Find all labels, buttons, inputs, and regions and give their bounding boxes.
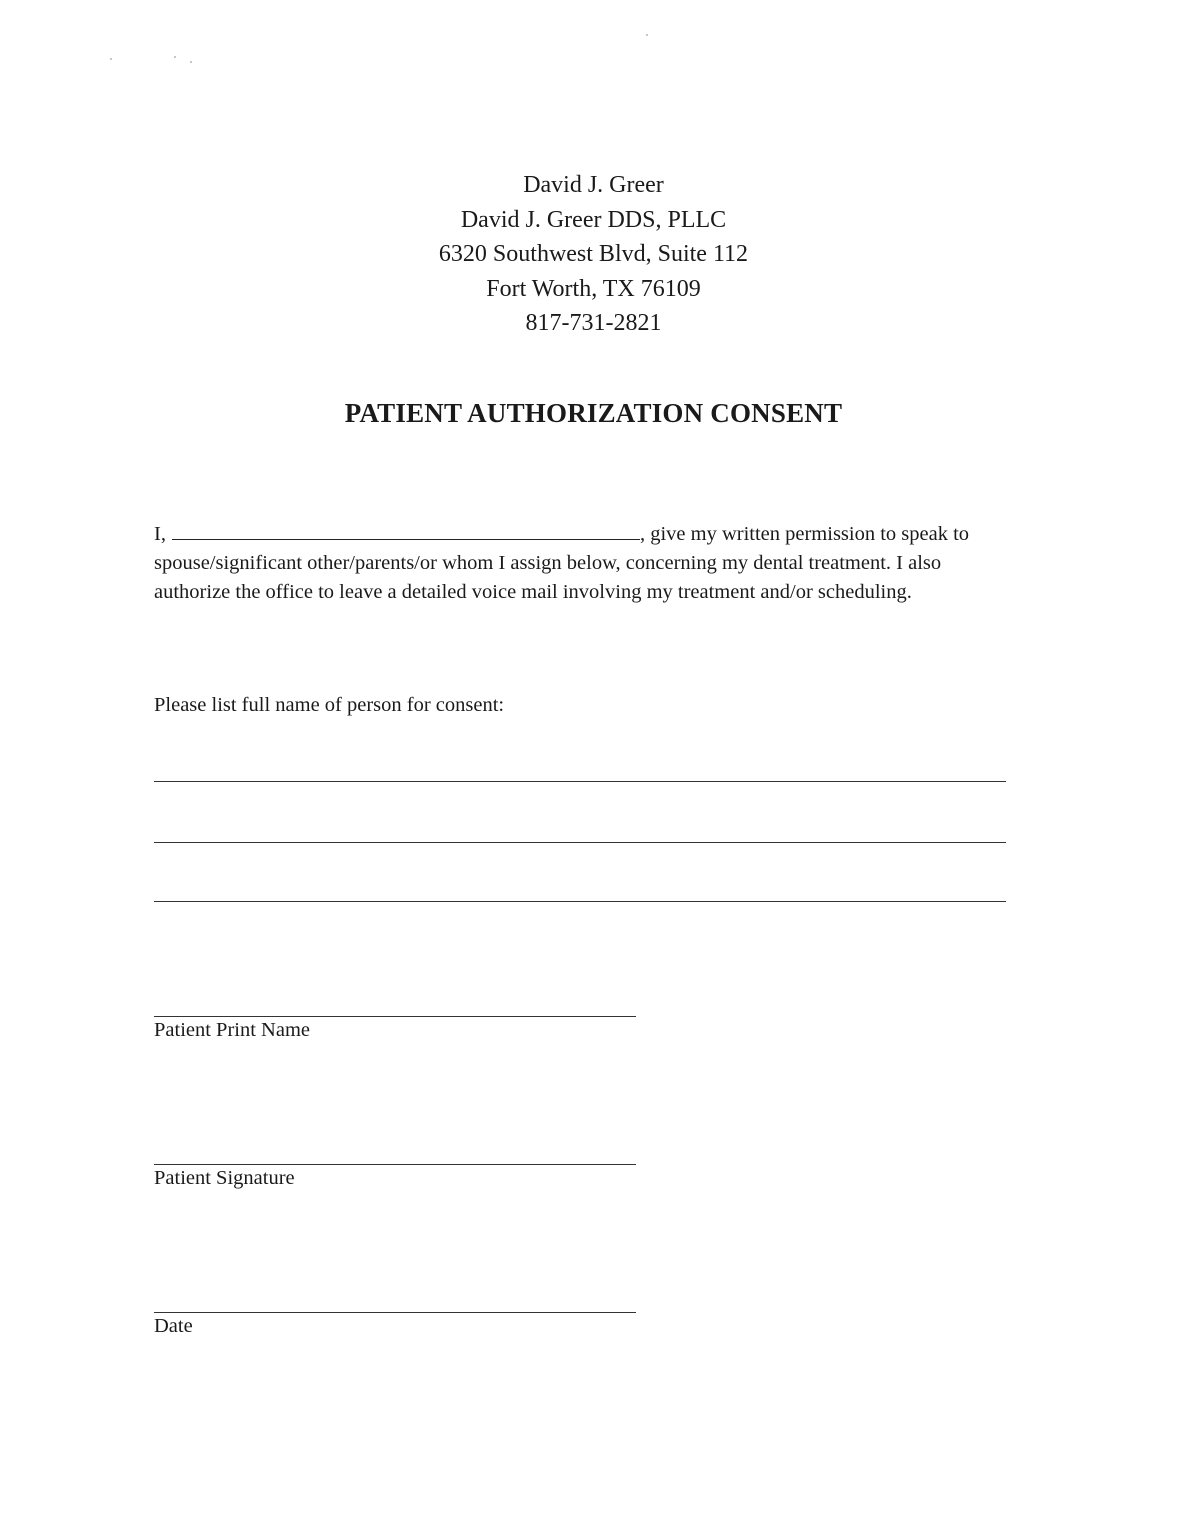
patient-print-name-line[interactable] [154,1016,636,1017]
paragraph-line-3: authorize the office to leave a detailed voice mail involving my treatment and/or scheduling. [154,581,912,603]
date-label: Date [154,1315,193,1337]
patient-signature-label: Patient Signature [154,1167,295,1189]
patient-name-blank[interactable] [172,521,640,540]
patient-signature-line[interactable] [154,1164,636,1165]
scan-speck [646,34,648,36]
phone-number: 817-731-2821 [525,310,662,336]
doctor-name: David J. Greer [523,172,664,198]
consent-person-prompt: Please list full name of person for consent: [154,694,505,716]
consent-person-line-1[interactable] [154,781,1006,782]
paragraph-prefix: I, [154,523,166,545]
form-title: PATIENT AUTHORIZATION CONSENT [344,398,843,428]
scan-speck [190,61,192,63]
scan-speck [110,58,112,60]
street-address: 6320 Southwest Blvd, Suite 112 [438,241,749,267]
practice-name: David J. Greer DDS, PLLC [460,206,727,233]
letterhead [0,168,1187,341]
paragraph-line-1-text: , give my written permission to speak to [639,523,970,545]
date-line[interactable] [154,1312,636,1313]
consent-person-line-2[interactable] [154,842,1006,843]
patient-print-name-label: Patient Print Name [154,1019,311,1041]
paragraph-line-1 [154,520,1034,549]
city-state-zip: Fort Worth, TX 76109 [486,275,701,302]
paragraph-line-2: spouse/significant other/parents/or whom I assign below, concerning my dental treatment. I also [154,552,942,574]
consent-person-line-3[interactable] [154,901,1006,902]
scan-speck [174,56,176,58]
consent-paragraph [154,520,1034,607]
